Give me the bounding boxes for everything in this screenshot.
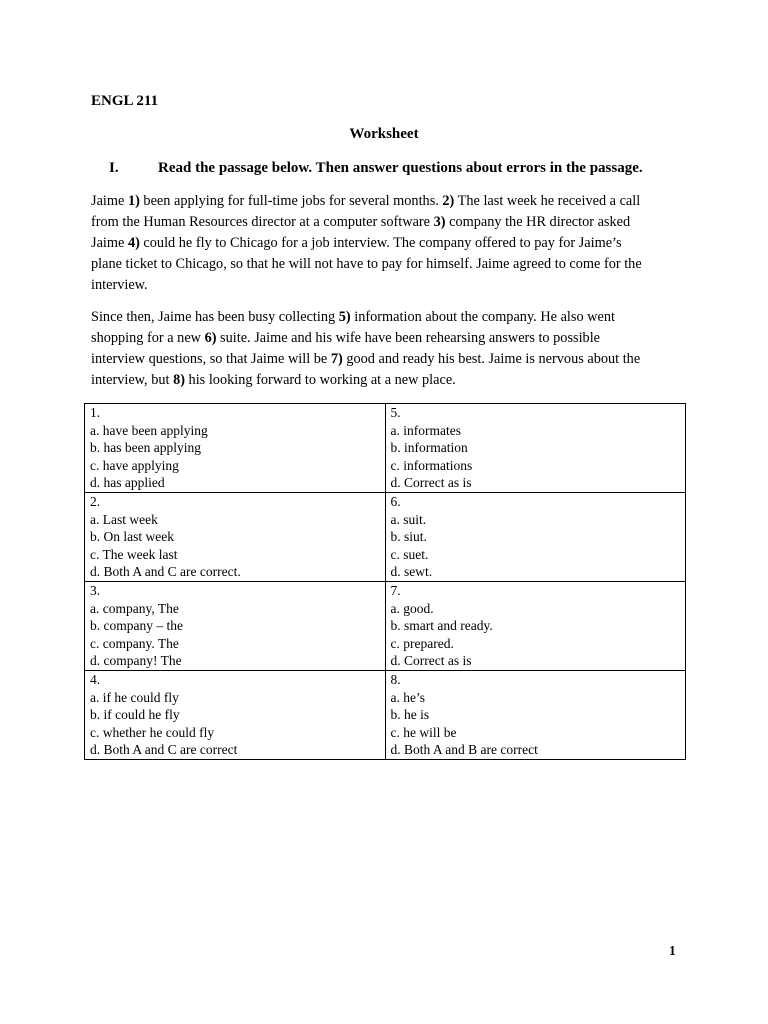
passage-text: Jaime: [91, 193, 128, 209]
question-number: 1.: [90, 405, 101, 420]
answer-option: a. good.: [390, 600, 434, 616]
passage-text: plane ticket to Chicago, so that he will not have to pay for himself. Jaime agreed to come for the: [91, 256, 642, 272]
section-heading: [109, 160, 643, 177]
error-marker: 3): [433, 214, 446, 230]
passage-text: could he fly to Chicago for a job interview. The company offered to pay for Jaime’s: [139, 235, 622, 251]
question-cell: [85, 671, 386, 760]
answer-option: d. Both A and C are correct.: [90, 564, 241, 580]
section-instruction: Read the passage below. Then answer questions about errors in the passage.: [158, 160, 643, 176]
page-number: 1: [669, 943, 676, 958]
passage-line: [91, 370, 691, 391]
error-marker: 8): [173, 372, 185, 388]
passage-text: company the HR director asked: [445, 214, 631, 230]
answer-option: d. Correct as is: [390, 475, 472, 491]
answer-option: b. has been applying: [90, 440, 201, 456]
passage-text: interview.: [91, 277, 148, 293]
answer-option: a. if he could fly: [90, 689, 179, 705]
answer-option: c. he will be: [390, 724, 457, 740]
table-row: [85, 493, 686, 582]
question-number: 4.: [90, 672, 101, 687]
question-number: 7.: [390, 583, 401, 598]
answer-option: c. prepared.: [390, 635, 454, 651]
question-cell: [85, 582, 386, 671]
answer-option: d. Correct as is: [390, 653, 472, 669]
passage-text: good and ready his best. Jaime is nervous about the: [342, 351, 641, 367]
question-cell: [85, 493, 386, 582]
answer-option: c. suet.: [390, 546, 429, 562]
page-title: Worksheet: [349, 126, 419, 142]
answer-option: a. company, The: [90, 600, 179, 616]
answer-option: b. if could he fly: [90, 707, 180, 723]
answer-option: b. On last week: [90, 529, 174, 545]
answer-option: c. have applying: [90, 457, 179, 473]
passage-text: his looking forward to working at a new place.: [184, 372, 456, 388]
passage-text: been applying for full-time jobs for several months.: [139, 193, 443, 209]
answer-option: d. has applied: [90, 475, 165, 491]
answer-option: b. he is: [390, 707, 430, 723]
question-number: 5.: [390, 405, 401, 420]
answer-option: d. Both A and B are correct: [390, 742, 538, 758]
passage-line: [91, 191, 691, 212]
answer-option: d. Both A and C are correct: [90, 742, 238, 758]
answer-option: a. Last week: [90, 511, 158, 527]
answer-option: a. informates: [390, 422, 461, 438]
question-cell: [385, 404, 686, 493]
answer-option: c. informations: [390, 457, 473, 473]
answer-option: c. The week last: [90, 546, 178, 562]
answer-option: d. company! The: [90, 653, 182, 669]
table-row: [85, 404, 686, 493]
passage-line: [91, 328, 691, 349]
question-number: 6.: [390, 494, 401, 509]
passage-text: Since then, Jaime has been busy collecting: [91, 309, 339, 325]
answer-option: a. he’s: [390, 689, 425, 705]
question-cell: [385, 671, 686, 760]
question-cell: [385, 493, 686, 582]
error-marker: 1): [127, 193, 140, 209]
table-row: [85, 671, 686, 760]
question-number: 2.: [90, 494, 101, 509]
table-row: [85, 582, 686, 671]
question-number: 3.: [90, 583, 101, 598]
answer-option: b. company – the: [90, 618, 183, 634]
questions-table: [84, 403, 686, 760]
answer-option: d. sewt.: [390, 564, 433, 580]
answer-option: b. information: [390, 440, 468, 456]
passage-text: interview, but: [91, 372, 174, 388]
passage-line: [91, 307, 691, 328]
error-marker: 2): [442, 193, 455, 209]
passage-line: [91, 212, 691, 233]
passage-text: from the Human Resources director at a computer software: [91, 214, 434, 230]
answer-option: b. siut.: [390, 529, 427, 545]
passage-text: information about the company. He also went: [350, 309, 615, 325]
error-marker: 4): [127, 235, 140, 251]
answer-option: b. smart and ready.: [390, 618, 493, 634]
question-cell: [85, 404, 386, 493]
answer-option: a. suit.: [390, 511, 427, 527]
passage-paragraph-2: [91, 307, 691, 391]
error-marker: 6): [204, 330, 217, 346]
error-marker: 7): [330, 351, 343, 367]
answer-option: c. whether he could fly: [90, 724, 215, 740]
question-number: 8.: [390, 672, 401, 687]
answer-option: a. have been applying: [90, 422, 208, 438]
question-cell: [385, 582, 686, 671]
error-marker: 5): [338, 309, 351, 325]
answer-option: c. company. The: [90, 635, 179, 651]
passage-line: [91, 349, 691, 370]
passage-text: Jaime: [91, 235, 128, 251]
passage-text: interview questions, so that Jaime will be: [91, 351, 331, 367]
course-code: ENGL 211: [91, 93, 159, 109]
passage-text: suite. Jaime and his wife have been rehearsing answers to possible: [216, 330, 601, 346]
section-number: I.: [109, 160, 119, 176]
passage-text: shopping for a new: [91, 330, 205, 346]
passage-text: The last week he received a call: [454, 193, 641, 209]
passage-line: [91, 254, 691, 275]
passage-line: [91, 275, 691, 296]
passage-line: [91, 233, 691, 254]
passage-paragraph-1: [91, 191, 691, 296]
